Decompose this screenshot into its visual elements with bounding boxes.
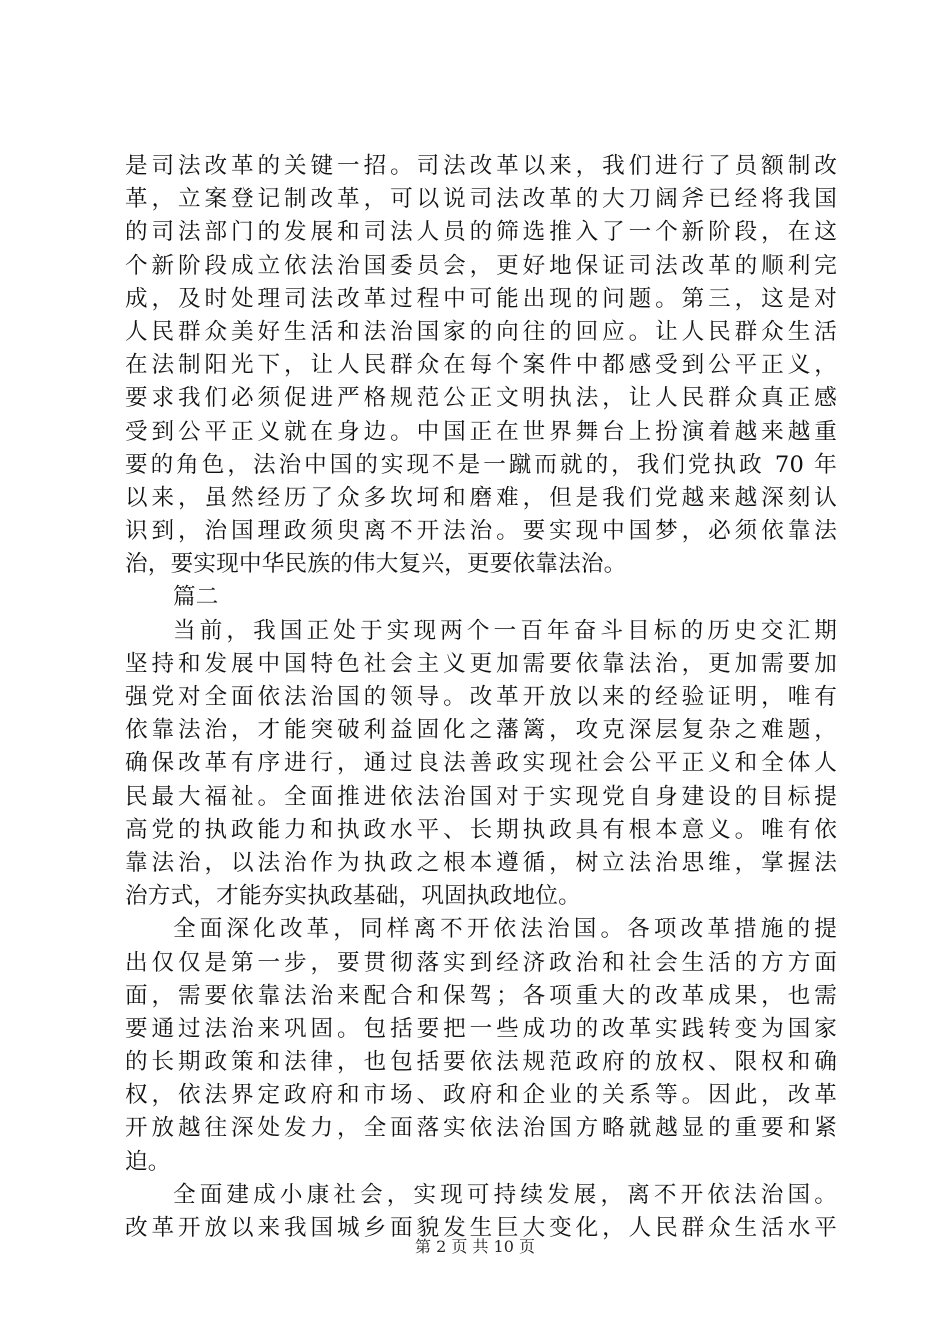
text-line: 要通过法治来巩固。包括要把一些成功的改革实践转变为国家: [125, 1015, 837, 1042]
text-line: 当前，我国正处于实现两个一百年奋斗目标的历史交汇期: [173, 617, 837, 644]
text-line: 以来，虽然经历了众多坎坷和磨难，但是我们党越来越深刻认: [125, 484, 837, 511]
text-line: 出仅仅是第一步，要贯彻落实到经济政治和社会生活的方方面: [125, 949, 837, 976]
text-line: 革，立案登记制改革，可以说司法改革的大刀阔斧已经将我国: [125, 186, 837, 213]
text-line: 的司法部门的发展和司法人员的筛选推入了一个新阶段，在这: [125, 219, 837, 246]
text-line: 人民群众美好生活和法治国家的向往的回应。让人民群众生活: [125, 318, 837, 345]
text-line: 依靠法治，才能突破利益固化之藩篱，攻克深层复杂之难题，: [125, 717, 837, 744]
text-line: 全面深化改革，同样离不开依法治国。各项改革措施的提: [173, 916, 837, 943]
text-line: 开放越往深处发力，全面落实依法治国方略就越显的重要和紧: [125, 1115, 837, 1142]
text-line: 靠法治，以法治作为执政之根本遵循，树立法治思维，掌握法: [125, 849, 837, 876]
text-line: 坚持和发展中国特色社会主义更加需要依靠法治，更加需要加: [125, 650, 837, 677]
text-line: 在法制阳光下，让人民群众在每个案件中都感受到公平正义，: [125, 352, 837, 379]
text-line: 迫。: [125, 1148, 171, 1175]
text-line: 确保改革有序进行，通过良法善政实现社会公平正义和全体人: [125, 750, 837, 777]
text-line: 识到，治国理政须臾离不开法治。要实现中国梦，必须依靠法: [125, 518, 837, 545]
text-line: 篇二: [173, 584, 219, 611]
text-line: 要的角色，法治中国的实现不是一蹴而就的，我们党执政 70 年: [125, 451, 837, 478]
text-line: 改革开放以来我国城乡面貌发生巨大变化，人民群众生活水平: [125, 1215, 837, 1241]
text-line: 的长期政策和法律，也包括要依法规范政府的放权、限权和确: [125, 1049, 837, 1076]
text-line: 成，及时处理司法改革过程中可能出现的问题。第三，这是对: [125, 285, 837, 312]
text-line: 治方式，才能夯实执政基础，巩固执政地位。: [125, 883, 581, 910]
document-body: [125, 150, 837, 1245]
text-line: 权，依法界定政府和市场、政府和企业的关系等。因此，改革: [125, 1082, 837, 1109]
text-line: 要求我们必须促进严格规范公正文明执法，让人民群众真正感: [125, 385, 837, 412]
text-line: 受到公平正义就在身边。中国正在世界舞台上扮演着越来越重: [125, 418, 837, 445]
text-line: 治，要实现中华民族的伟大复兴，更要依靠法治。: [125, 551, 627, 578]
text-line: 强党对全面依法治国的领导。改革开放以来的经验证明，唯有: [125, 684, 837, 710]
text-line: 是司法改革的关键一招。司法改革以来，我们进行了员额制改: [125, 153, 837, 179]
text-line: 面，需要依靠法治来配合和保驾；各项重大的改革成果，也需: [125, 982, 837, 1009]
text-line: 个新阶段成立依法治国委员会，更好地保证司法改革的顺利完: [125, 252, 837, 279]
page-footer: 第 2 页 共 10 页: [415, 1237, 535, 1256]
text-line: 全面建成小康社会，实现可持续发展，离不开依法治国。: [173, 1181, 837, 1208]
text-line: 民最大福祉。全面推进依法治国对于实现党自身建设的目标提: [125, 783, 837, 810]
text-line: 高党的执政能力和执政水平、长期执政具有根本意义。唯有依: [125, 816, 837, 843]
